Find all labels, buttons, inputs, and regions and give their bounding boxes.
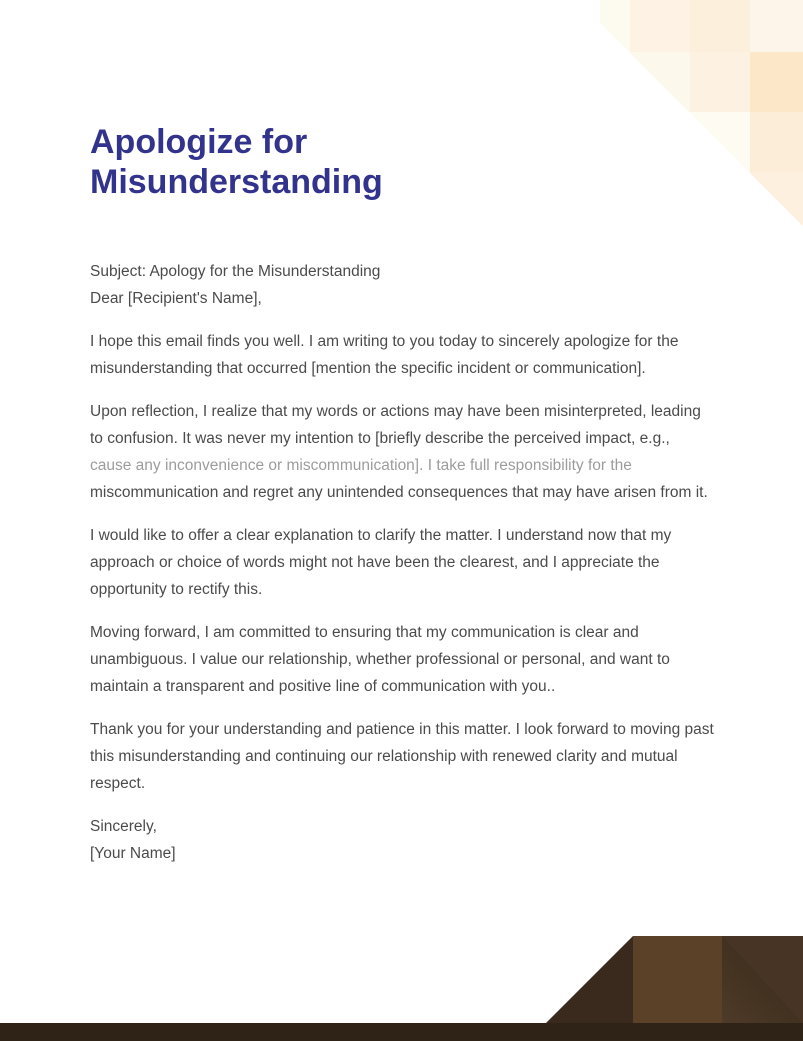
footer-rectangle-shape: [633, 936, 722, 1023]
letter-body: [90, 258, 715, 867]
footer-triangle-shape: [546, 936, 633, 1023]
body-paragraph: I hope this email finds you well. I am writing to you today to sincerely apologize for the misunderstanding that occurred [mention the specific incident or communication].: [90, 333, 679, 377]
footer-decoration: [0, 936, 803, 1041]
letter-content: [90, 122, 715, 883]
subject-line: Subject: Apology for the Misunderstanding: [90, 263, 381, 280]
letter-header-block: [90, 258, 715, 312]
signature-block: [90, 813, 715, 867]
mosaic-tile: [750, 0, 803, 52]
page-title-line2: Misunderstanding: [90, 163, 383, 201]
mosaic-tile: [690, 52, 750, 112]
page-title-line1: Apologize for: [90, 123, 308, 161]
mosaic-tile: [750, 52, 803, 112]
body-paragraph: Upon reflection, I realize that my words or actions may have been misinterpreted, leading to confusion. It was never my intention to [briefly describe the perceived impact, e.g., cause any inconvenience or miscommunication]. I take full responsibility for the miscommunication and regret any unintended consequences that may have arisen from it.: [90, 403, 708, 501]
mosaic-tile: [600, 0, 630, 52]
mosaic-tile: [750, 172, 803, 232]
mosaic-tile: [630, 0, 690, 52]
body-paragraph: I would like to offer a clear explanation to clarify the matter. I understand now that my approach or choice of words might not have been the clearest, and I appreciate the opportunity to rectify this.: [90, 527, 672, 598]
signature: [Your Name]: [90, 845, 176, 862]
salutation: Dear [Recipient's Name],: [90, 290, 262, 307]
mosaic-tile: [690, 0, 750, 52]
mosaic-tile: [630, 52, 690, 112]
page-title: [90, 122, 715, 202]
closing: Sincerely,: [90, 818, 157, 835]
footer-block-diagonal-shade: [722, 936, 803, 1023]
footer-block-shape: [722, 936, 803, 1023]
body-paragraph-wrapper: [90, 398, 715, 506]
body-paragraph: Thank you for your understanding and patience in this matter. I look forward to moving past this misunderstanding and continuing our relationship with renewed clarity and mutual respect.: [90, 721, 714, 792]
footer-bar: [0, 1023, 803, 1041]
mosaic-tile: [750, 112, 803, 172]
body-paragraph: Moving forward, I am committed to ensuring that my communication is clear and unambiguous. I value our relationship, whether professional or personal, and want to maintain a transparent and positive line of communication with you..: [90, 624, 670, 695]
